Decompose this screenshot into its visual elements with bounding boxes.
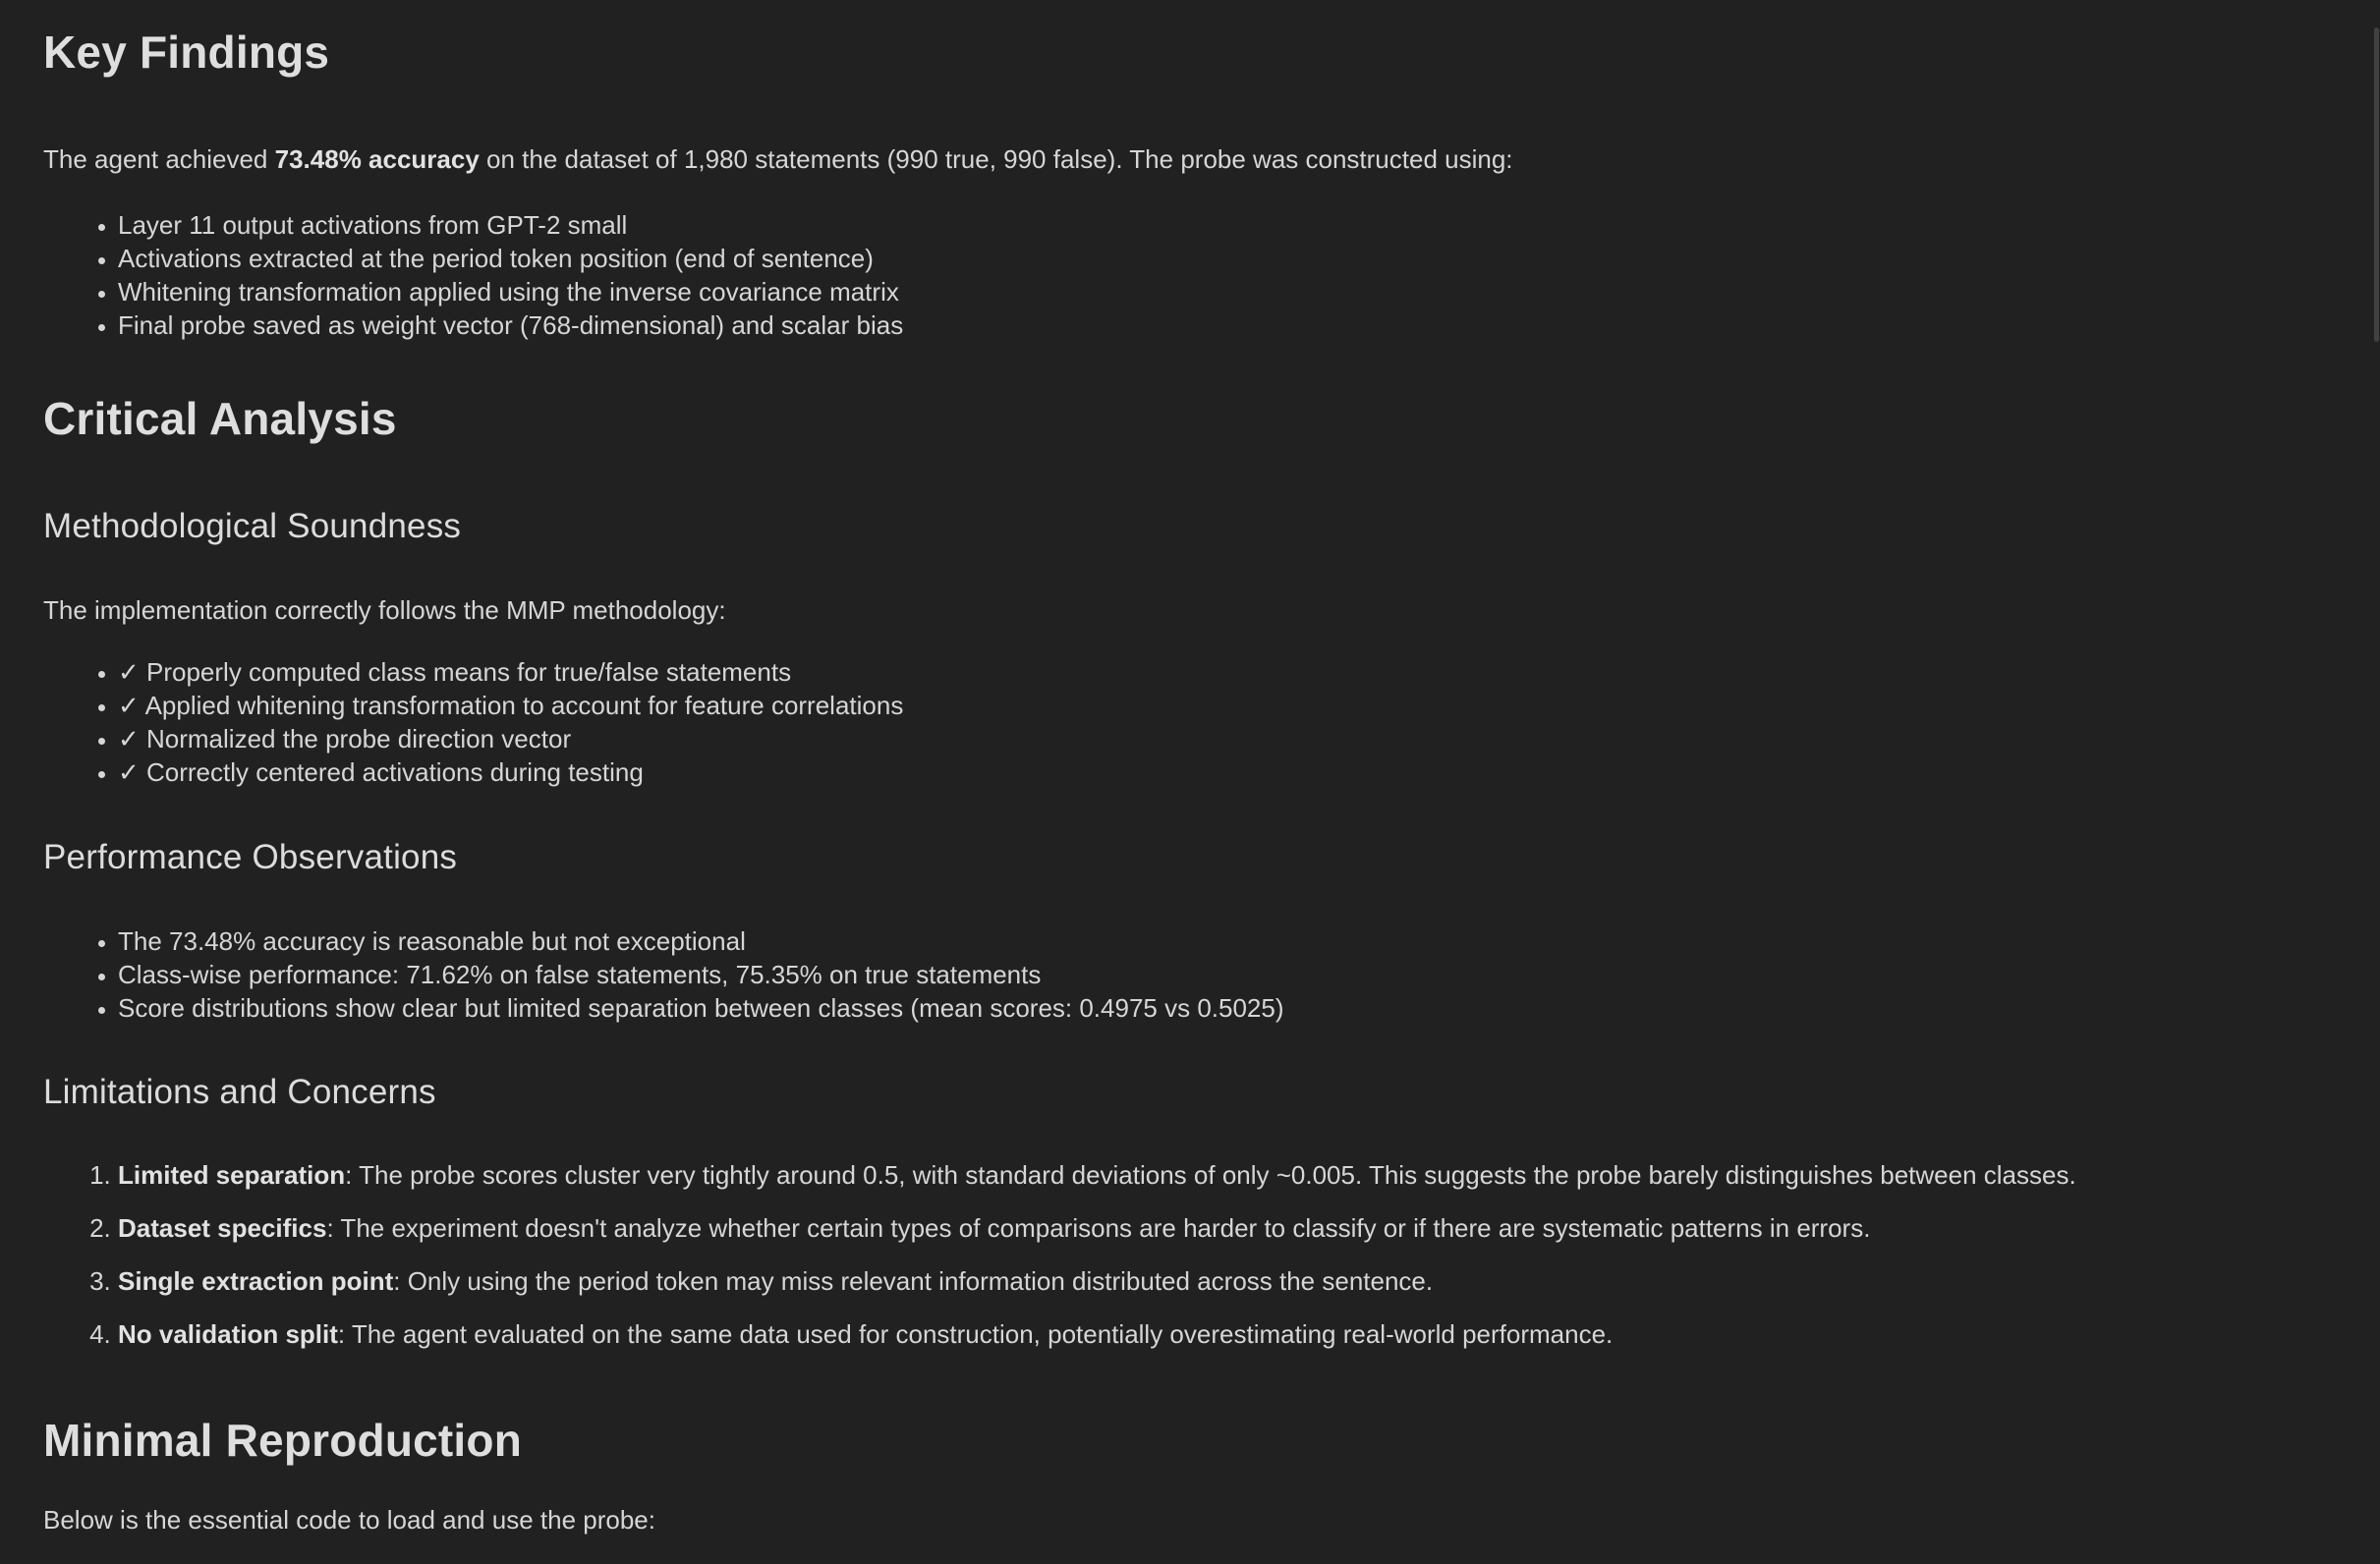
accuracy-bold-text: 73.48% accuracy [274,144,480,174]
list-item: • Layer 11 output activations from GPT-2 small [118,208,2337,242]
list-item [118,1264,2337,1298]
list-item: • ✓ Applied whitening transformation to account for feature correlations [118,689,2337,722]
list-item: • ✓ Normalized the probe direction vector [118,722,2337,755]
list-item: • The 73.48% accuracy is reasonable but not exceptional [118,924,2337,958]
limitations-numbered-list [43,1158,2337,1351]
limitation-description: : The experiment doesn't analyze whether certain types of comparisons are harder to classify or if there are systematic patterns in errors. [326,1213,1871,1243]
list-item: • ✓ Correctly centered activations during testing [118,755,2337,789]
list-item [118,1317,2337,1351]
limitation-description: : The agent evaluated on the same data used for construction, potentially overestimating real-world performance. [337,1319,1614,1349]
list-item: • Final probe saved as weight vector (768-dimensional) and scalar bias [118,308,2337,342]
limitation-term: Limited separation [118,1160,346,1190]
limitation-description: : Only using the period token may miss relevant information distributed across the sentence. [393,1266,1434,1296]
limitations-concerns-heading: Limitations and Concerns [43,1073,436,1111]
limitation-term: Dataset specifics [118,1213,327,1243]
limitation-description: : The probe scores cluster very tightly around 0.5, with standard deviations of only ~0.005. This suggests the probe barely distinguishes between classes. [345,1160,2076,1190]
performance-bullet-list [43,924,2337,1025]
critical-analysis-heading: Critical Analysis [43,393,397,444]
limitation-term: Single extraction point [118,1266,394,1296]
scrollbar-thumb[interactable] [2374,28,2379,342]
minimal-reproduction-heading: Minimal Reproduction [43,1415,522,1466]
key-findings-heading: Key Findings [43,27,330,78]
list-item [118,1158,2337,1192]
list-item: • Score distributions show clear but limited separation between classes (mean scores: 0.4975 vs 0.5025) [118,991,2337,1025]
performance-observations-heading: Performance Observations [43,838,458,876]
limitation-term: No validation split [118,1319,338,1349]
list-item: • Activations extracted at the period token position (end of sentence) [118,242,2337,275]
construction-bullet-list [43,208,2337,342]
list-item: • Whitening transformation applied using the inverse covariance matrix [118,275,2337,308]
methodological-soundness-heading: Methodological Soundness [43,507,462,545]
list-item [118,1211,2337,1245]
methodological-bullet-list [43,655,2337,789]
methodological-intro-paragraph: The implementation correctly follows the MMP methodology: [43,595,726,625]
list-item: • Class-wise performance: 71.62% on false statements, 75.35% on true statements [118,958,2337,991]
intro-text-post: on the dataset of 1,980 statements (990 true, 990 false). The probe was constructed using: [479,144,1513,174]
list-item: • ✓ Properly computed class means for true/false statements [118,655,2337,689]
closing-paragraph: Below is the essential code to load and use the probe: [43,1505,655,1535]
intro-paragraph [43,142,2337,176]
intro-text-pre: The agent achieved [43,144,275,174]
